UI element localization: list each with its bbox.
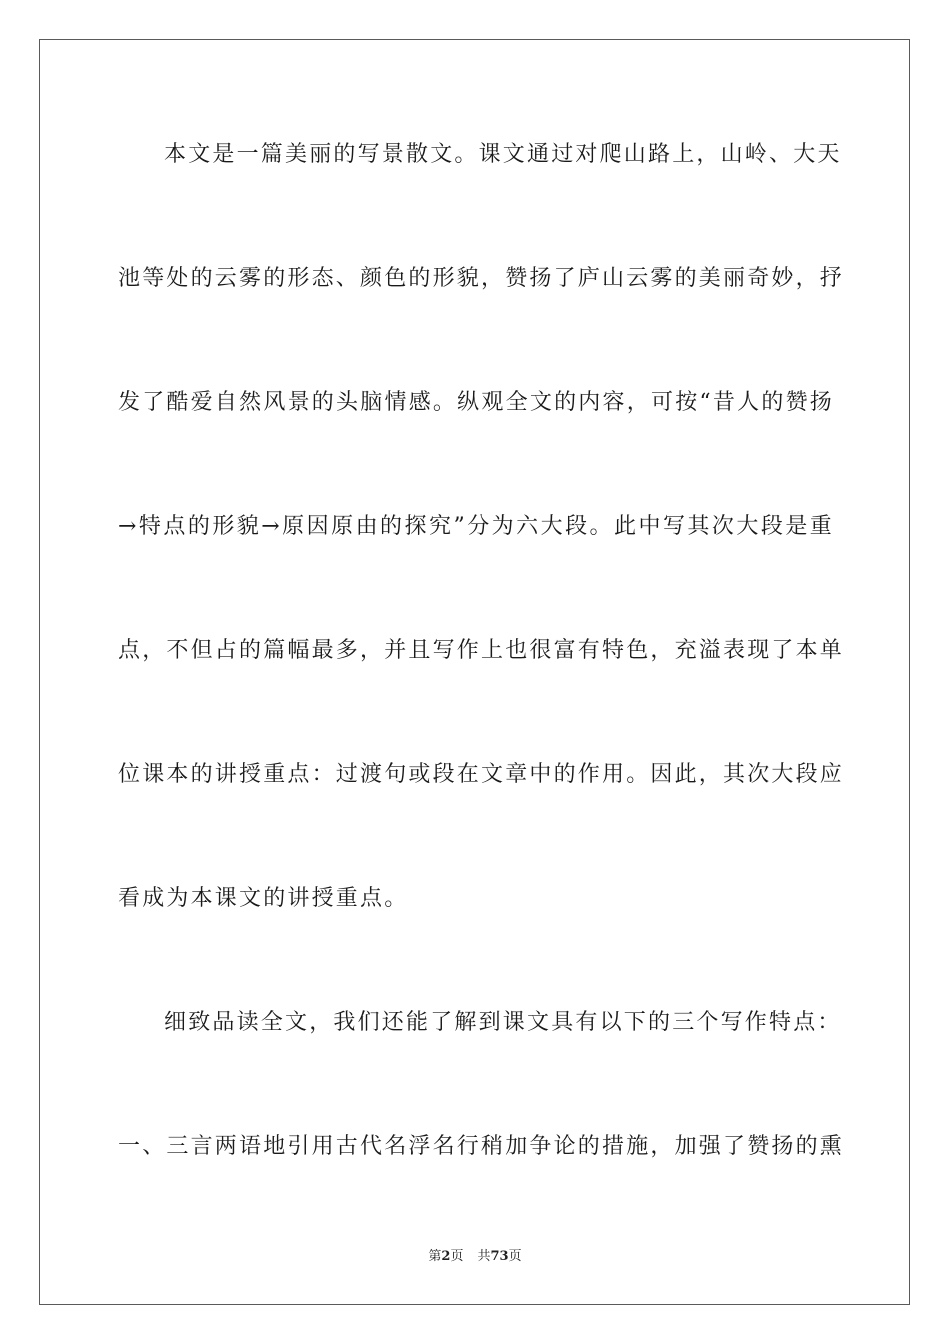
line-spacing <box>118 310 834 372</box>
paragraph-1-line-3: 发了酷爱自然风景的头脑情感。纵观全文的内容，可按“昔人的赞扬 <box>118 390 834 415</box>
page-number: 2 <box>441 1249 451 1264</box>
paragraph-2-line-1: 细致品读全文，我们还能了解到课文具有以下的三个写作特点： <box>164 1010 842 1035</box>
paragraph-1-line-5: 点，不但占的篇幅最多，并且写作上也很富有特色，充溢表现了本单 <box>118 638 845 663</box>
paragraph-3-line-1: 一、三言两语地引用古代名浮名行稍加争论的措施，加强了赞扬的熏 <box>118 1134 845 1159</box>
line-spacing <box>118 1054 834 1116</box>
page-suffix: 页 <box>450 1249 464 1264</box>
page-prefix: 第 <box>428 1249 442 1264</box>
line-spacing <box>118 434 834 496</box>
page-footer <box>0 1245 950 1264</box>
line-spacing <box>118 930 834 992</box>
paragraph-1-line-2: 池等处的云雾的形态、颜色的形貌，赞扬了庐山云雾的美丽奇妙，抒 <box>118 266 845 291</box>
total-suffix: 页 <box>508 1249 522 1264</box>
total-prefix: 共 <box>477 1249 491 1264</box>
total-pages: 73 <box>490 1249 509 1264</box>
paragraph-1-line-6: 位课本的讲授重点：过渡句或段在文章中的作用。因此，其次大段应 <box>118 762 845 787</box>
paragraph-1-line-4: →特点的形貌→原因原由的探究”分为六大段。此中写其次大段是重 <box>118 514 834 539</box>
paragraph-1-line-1: 本文是一篇美丽的写景散文。课文通过对爬山路上，山岭、大天 <box>164 142 842 167</box>
line-spacing <box>118 806 834 868</box>
document-body <box>118 124 845 1178</box>
line-spacing <box>118 682 834 744</box>
line-spacing <box>118 558 834 620</box>
line-spacing <box>118 186 834 248</box>
paragraph-1-line-7: 看成为本课文的讲授重点。 <box>118 886 409 911</box>
